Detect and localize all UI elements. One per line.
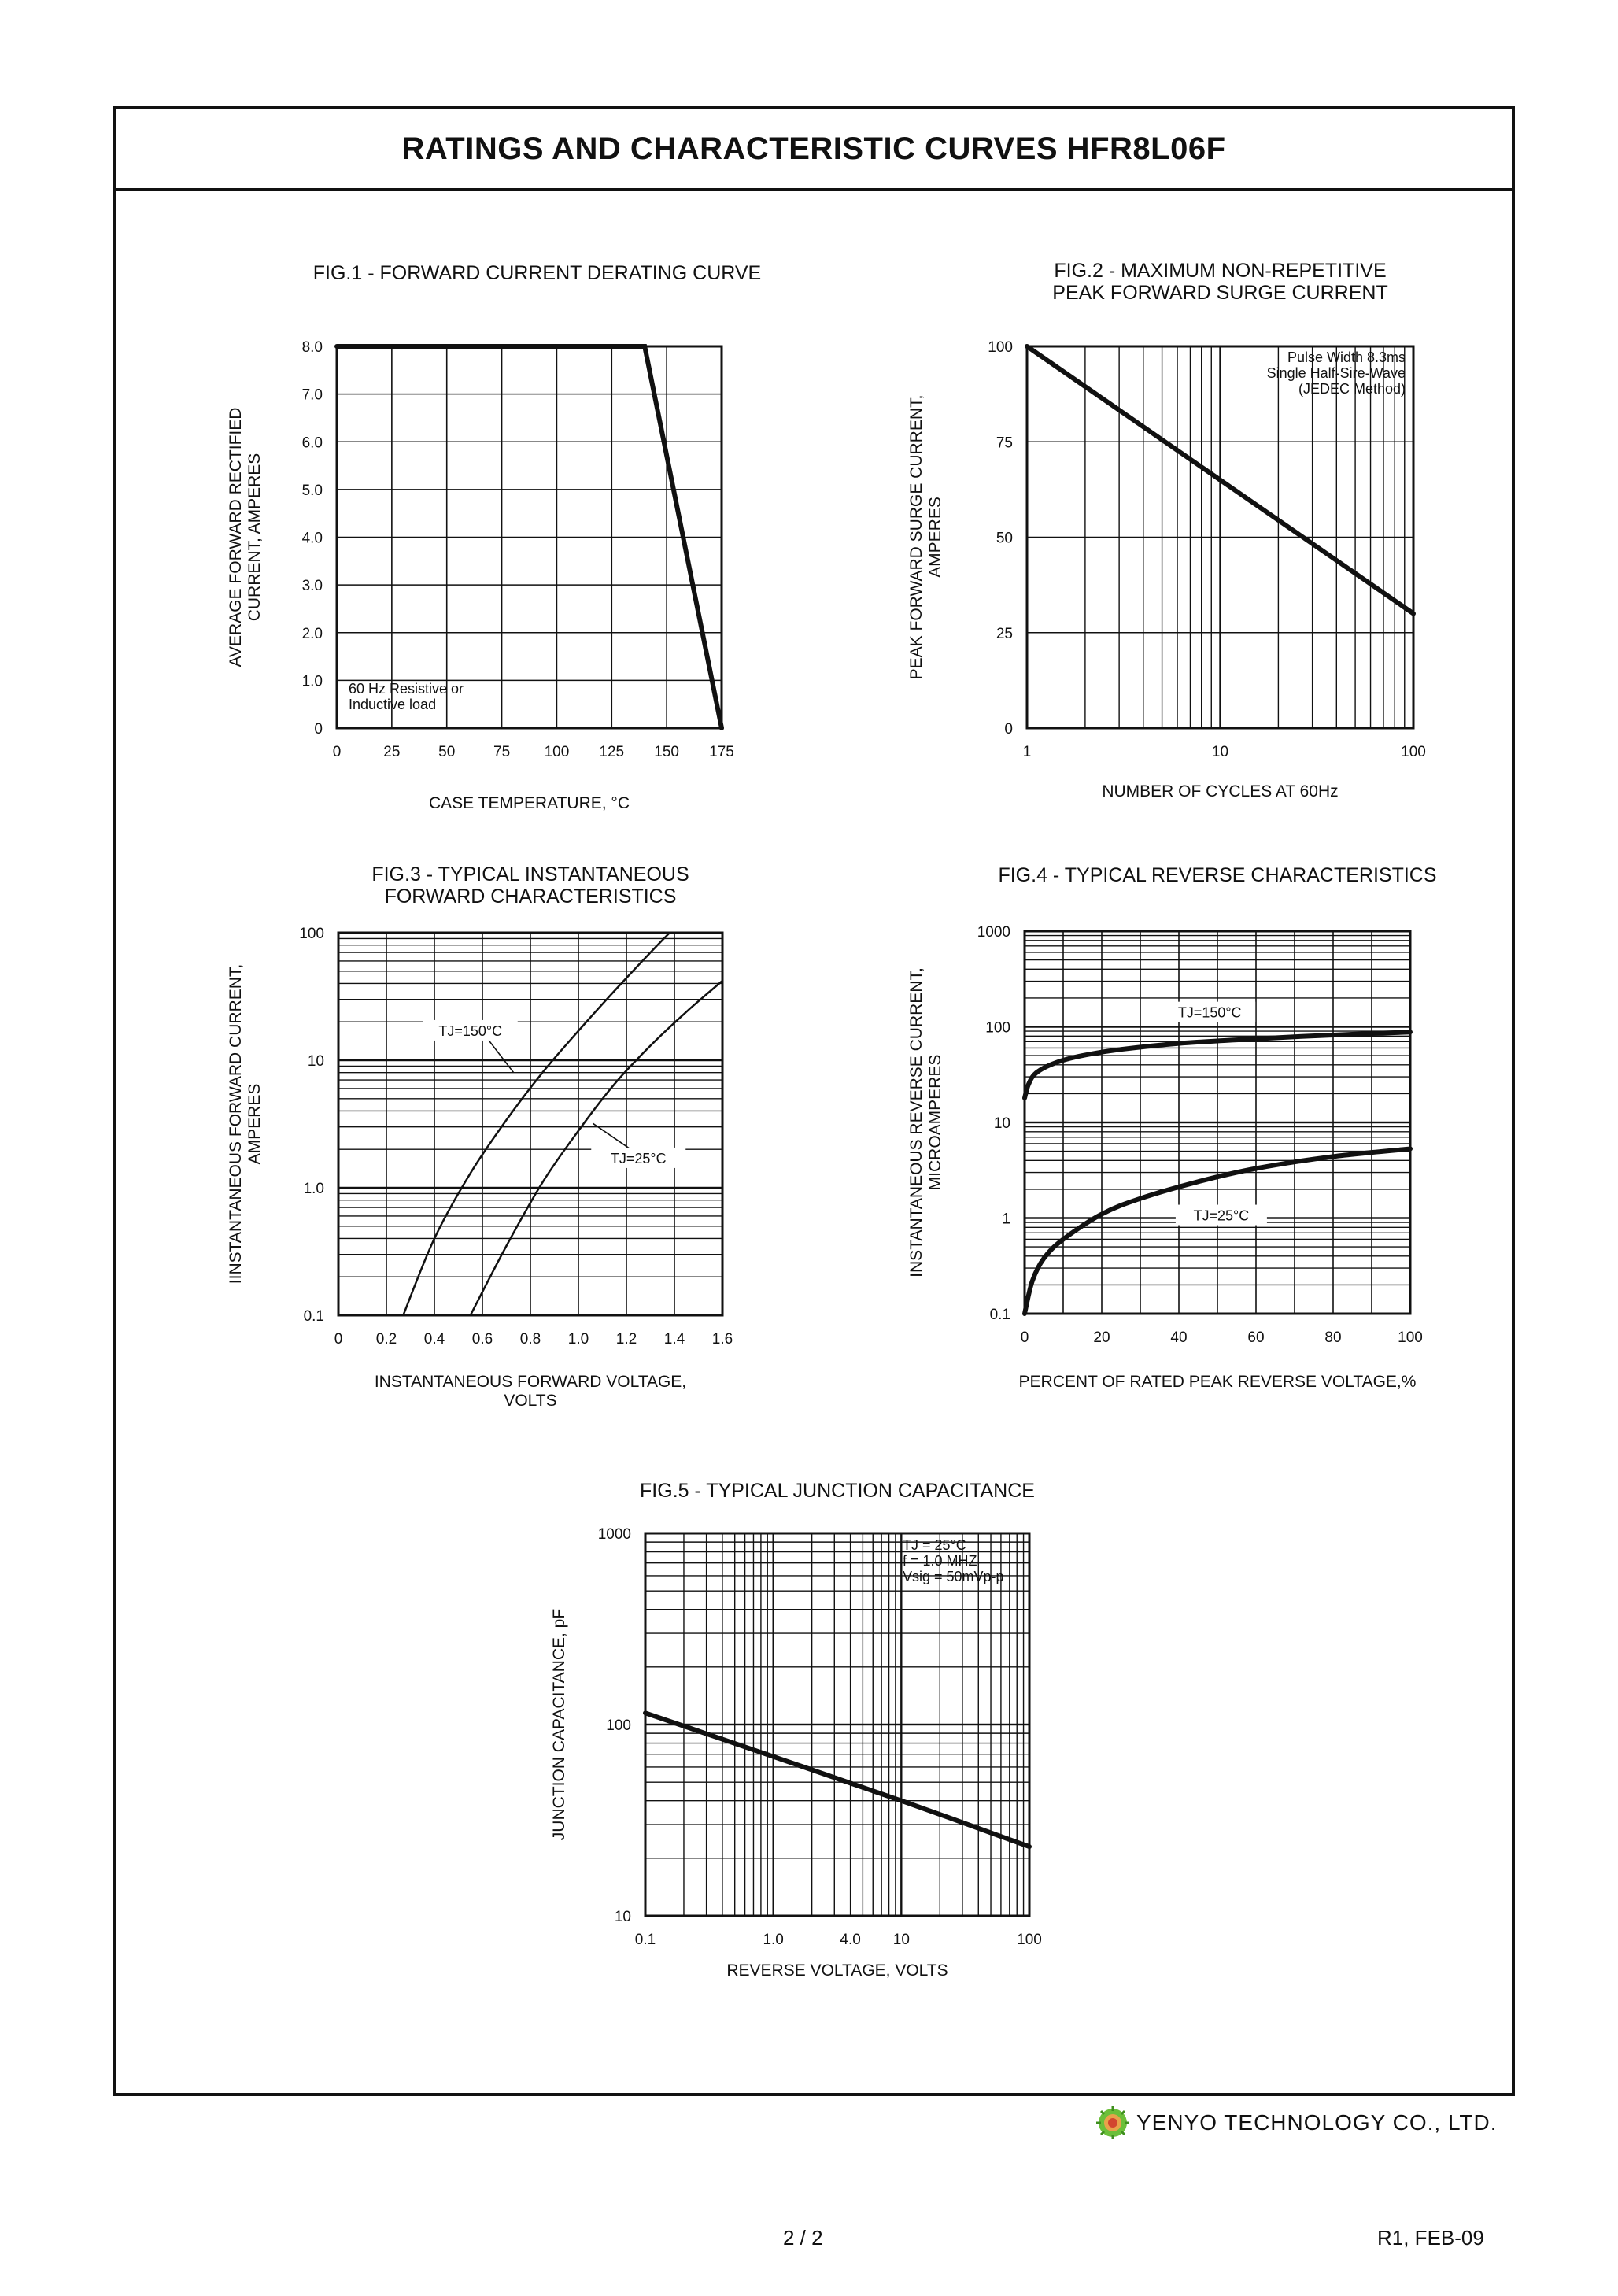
fig1-y-tick-label: 3.0 <box>301 578 323 595</box>
fig3-title: FIG.3 - TYPICAL INSTANTANEOUS <box>371 863 689 885</box>
fig4-grid <box>1025 931 1410 1314</box>
fig1-y-label: AVERAGE FORWARD RECTIFIED <box>227 407 245 667</box>
fig2-y-label: PEAK FORWARD SURGE CURRENT, <box>907 394 925 680</box>
fig5-x-tick-label: 1.0 <box>763 1932 784 1948</box>
fig2-grid <box>1027 346 1413 728</box>
fig5-x-tick-label: 100 <box>1017 1932 1042 1948</box>
fig2-annotation <box>1267 349 1406 397</box>
fig2-x-tick-label: 1 <box>1022 744 1032 760</box>
fig3-x-tick-label: 1.2 <box>615 1331 637 1348</box>
fig1-x-tick-label: 100 <box>544 744 570 760</box>
fig1-y-tick-label: 5.0 <box>301 482 323 499</box>
fig2-annotation-line: (JEDEC Method) <box>1298 381 1406 397</box>
fig3-chart <box>227 863 733 1410</box>
fig4-x-tick-label: 0 <box>1020 1329 1029 1346</box>
fig1-y-tick-label: 4.0 <box>301 530 323 547</box>
fig3-title: FORWARD CHARACTERISTICS <box>384 885 677 908</box>
fig3-x-tick-label: 0 <box>334 1331 343 1348</box>
fig1-x-tick-label: 25 <box>383 744 401 760</box>
fig3-y-label: IINSTANTANEOUS FORWARD CURRENT, <box>227 963 245 1285</box>
fig2-x-tick-label: 10 <box>1211 744 1229 760</box>
fig2-x-label: NUMBER OF CYCLES AT 60Hz <box>1102 782 1339 800</box>
fig2-y-tick-label: 100 <box>988 339 1013 356</box>
page-number: 2 / 2 <box>783 2226 823 2250</box>
fig4-y-tick-label: 0.1 <box>989 1307 1010 1323</box>
fig3-x-tick-label: 0.8 <box>519 1331 541 1348</box>
fig1-x-tick-label: 0 <box>332 744 342 760</box>
fig2-title: PEAK FORWARD SURGE CURRENT <box>1052 282 1388 304</box>
company-logo-icon <box>1095 2106 1130 2140</box>
fig2-title: FIG.2 - MAXIMUM NON-REPETITIVE <box>1054 260 1387 282</box>
fig4-x-label: PERCENT OF RATED PEAK REVERSE VOLTAGE,% <box>1018 1373 1417 1391</box>
fig1-x-tick-label: 150 <box>654 744 679 760</box>
fig3-grid <box>338 933 722 1315</box>
fig2-x-tick-label: 100 <box>1401 744 1426 760</box>
fig3-x-tick-label: 1.4 <box>663 1331 685 1348</box>
fig2-annotation-line: Pulse Width 8.3ms <box>1287 349 1406 365</box>
fig4-y-label: MICROAMPERES <box>926 1054 944 1191</box>
company-name: YENYO TECHNOLOGY CO., LTD. <box>1136 2110 1498 2135</box>
fig4-y-label: INSTANTANEOUS REVERSE CURRENT, <box>907 967 925 1277</box>
fig1-y-tick-label: 1.0 <box>301 673 323 690</box>
fig4-title: FIG.4 - TYPICAL REVERSE CHARACTERISTICS <box>998 864 1437 886</box>
fig1-x-tick-label: 125 <box>599 744 625 760</box>
fig1-annotation-line: 60 Hz Resistive or <box>349 681 464 697</box>
fig1-title: FIG.1 - FORWARD CURRENT DERATING CURVE <box>312 262 762 284</box>
fig4-chart <box>907 864 1437 1391</box>
fig1-grid <box>337 346 722 728</box>
fig1-x-tick-label: 75 <box>493 744 511 760</box>
fig3-x-tick-label: 0.2 <box>375 1331 397 1348</box>
fig4-y-tick-label: 1000 <box>977 924 1010 941</box>
fig1-y-tick-label: 0 <box>314 721 323 738</box>
fig2-y-label: AMPERES <box>926 497 944 578</box>
fig2-y-tick-label: 50 <box>996 530 1013 547</box>
fig1-y-tick-label: 8.0 <box>301 339 323 356</box>
fig4-x-tick-label: 100 <box>1398 1329 1423 1346</box>
fig5-y-label: JUNCTION CAPACITANCE, pF <box>550 1608 568 1841</box>
fig5-annotation-line: TJ = 25°C <box>903 1537 966 1553</box>
fig3-x-tick-label: 0.6 <box>471 1331 493 1348</box>
fig2-y-tick-label: 75 <box>996 434 1013 452</box>
company-footer <box>1095 2106 1498 2140</box>
fig3-x-tick-label: 0.4 <box>423 1331 445 1348</box>
fig3-y-tick-label: 100 <box>299 926 324 942</box>
fig3-x-tick-label: 1.0 <box>567 1331 589 1348</box>
fig3-y-tick-label: 0.1 <box>303 1308 324 1325</box>
fig4-y-tick-label: 100 <box>985 1019 1010 1037</box>
fig2-y-tick-label: 25 <box>996 625 1013 642</box>
fig5-y-tick-label: 1000 <box>597 1526 631 1543</box>
fig3-series-line <box>403 933 670 1315</box>
fig2-y-tick-label: 0 <box>1004 721 1013 738</box>
fig3-y-tick-label: 1.0 <box>303 1181 324 1197</box>
fig1-annotation-line: Inductive load <box>349 697 437 712</box>
fig4-x-tick-label: 80 <box>1324 1329 1342 1346</box>
fig3-series-leader <box>488 1039 514 1073</box>
fig5-grid <box>645 1533 1029 1916</box>
fig1-x-tick-label: 50 <box>438 744 456 760</box>
fig2-annotation-line: Single Half-Sire-Wave <box>1266 365 1406 381</box>
fig5-x-tick-label: 10 <box>892 1932 910 1948</box>
fig5-annotation <box>903 1537 1004 1584</box>
fig4-series-label: TJ=25°C <box>1193 1207 1250 1224</box>
fig5-x-tick-label: 0.1 <box>634 1932 656 1948</box>
fig4-x-tick-label: 20 <box>1093 1329 1110 1346</box>
fig3-x-label: INSTANTANEOUS FORWARD VOLTAGE, <box>374 1373 687 1391</box>
fig5-chart <box>550 1480 1042 1980</box>
fig2-chart <box>907 260 1426 800</box>
fig4-x-tick-label: 40 <box>1170 1329 1188 1346</box>
fig4-series-label: TJ=150°C <box>1177 1004 1242 1021</box>
fig3-series-label: TJ=150°C <box>438 1022 503 1039</box>
fig4-y-tick-label: 1 <box>1002 1211 1010 1228</box>
fig3-series-label: TJ=25°C <box>610 1150 667 1166</box>
fig3-y-label: AMPERES <box>246 1083 264 1165</box>
fig5-annotation-line: f = 1.0 MHZ <box>903 1553 977 1569</box>
fig5-x-label: REVERSE VOLTAGE, VOLTS <box>726 1961 948 1980</box>
page-title: RATINGS AND CHARACTERISTIC CURVES HFR8L06F <box>401 131 1226 166</box>
fig1-chart <box>227 262 761 812</box>
fig5-x-tick-label: 4.0 <box>840 1932 861 1948</box>
fig5-y-tick-label: 10 <box>614 1909 631 1925</box>
fig1-x-tick-label: 175 <box>709 744 734 760</box>
fig3-x-label: VOLTS <box>504 1392 557 1410</box>
fig3-x-tick-label: 1.6 <box>711 1331 733 1348</box>
fig1-y-tick-label: 7.0 <box>301 386 323 404</box>
revision-label: R1, FEB-09 <box>1377 2226 1484 2250</box>
fig5-annotation-line: Vsig = 50mVp-p <box>903 1569 1004 1584</box>
fig4-x-tick-label: 60 <box>1247 1329 1265 1346</box>
fig1-y-label: CURRENT, AMPERES <box>246 453 264 622</box>
fig4-y-tick-label: 10 <box>993 1115 1010 1132</box>
fig5-title: FIG.5 - TYPICAL JUNCTION CAPACITANCE <box>640 1480 1035 1502</box>
fig3-y-tick-label: 10 <box>307 1053 324 1070</box>
fig1-y-tick-label: 6.0 <box>301 434 323 452</box>
fig5-y-tick-label: 100 <box>606 1717 631 1734</box>
fig1-y-tick-label: 2.0 <box>301 625 323 642</box>
fig1-x-label: CASE TEMPERATURE, °C <box>429 794 630 812</box>
